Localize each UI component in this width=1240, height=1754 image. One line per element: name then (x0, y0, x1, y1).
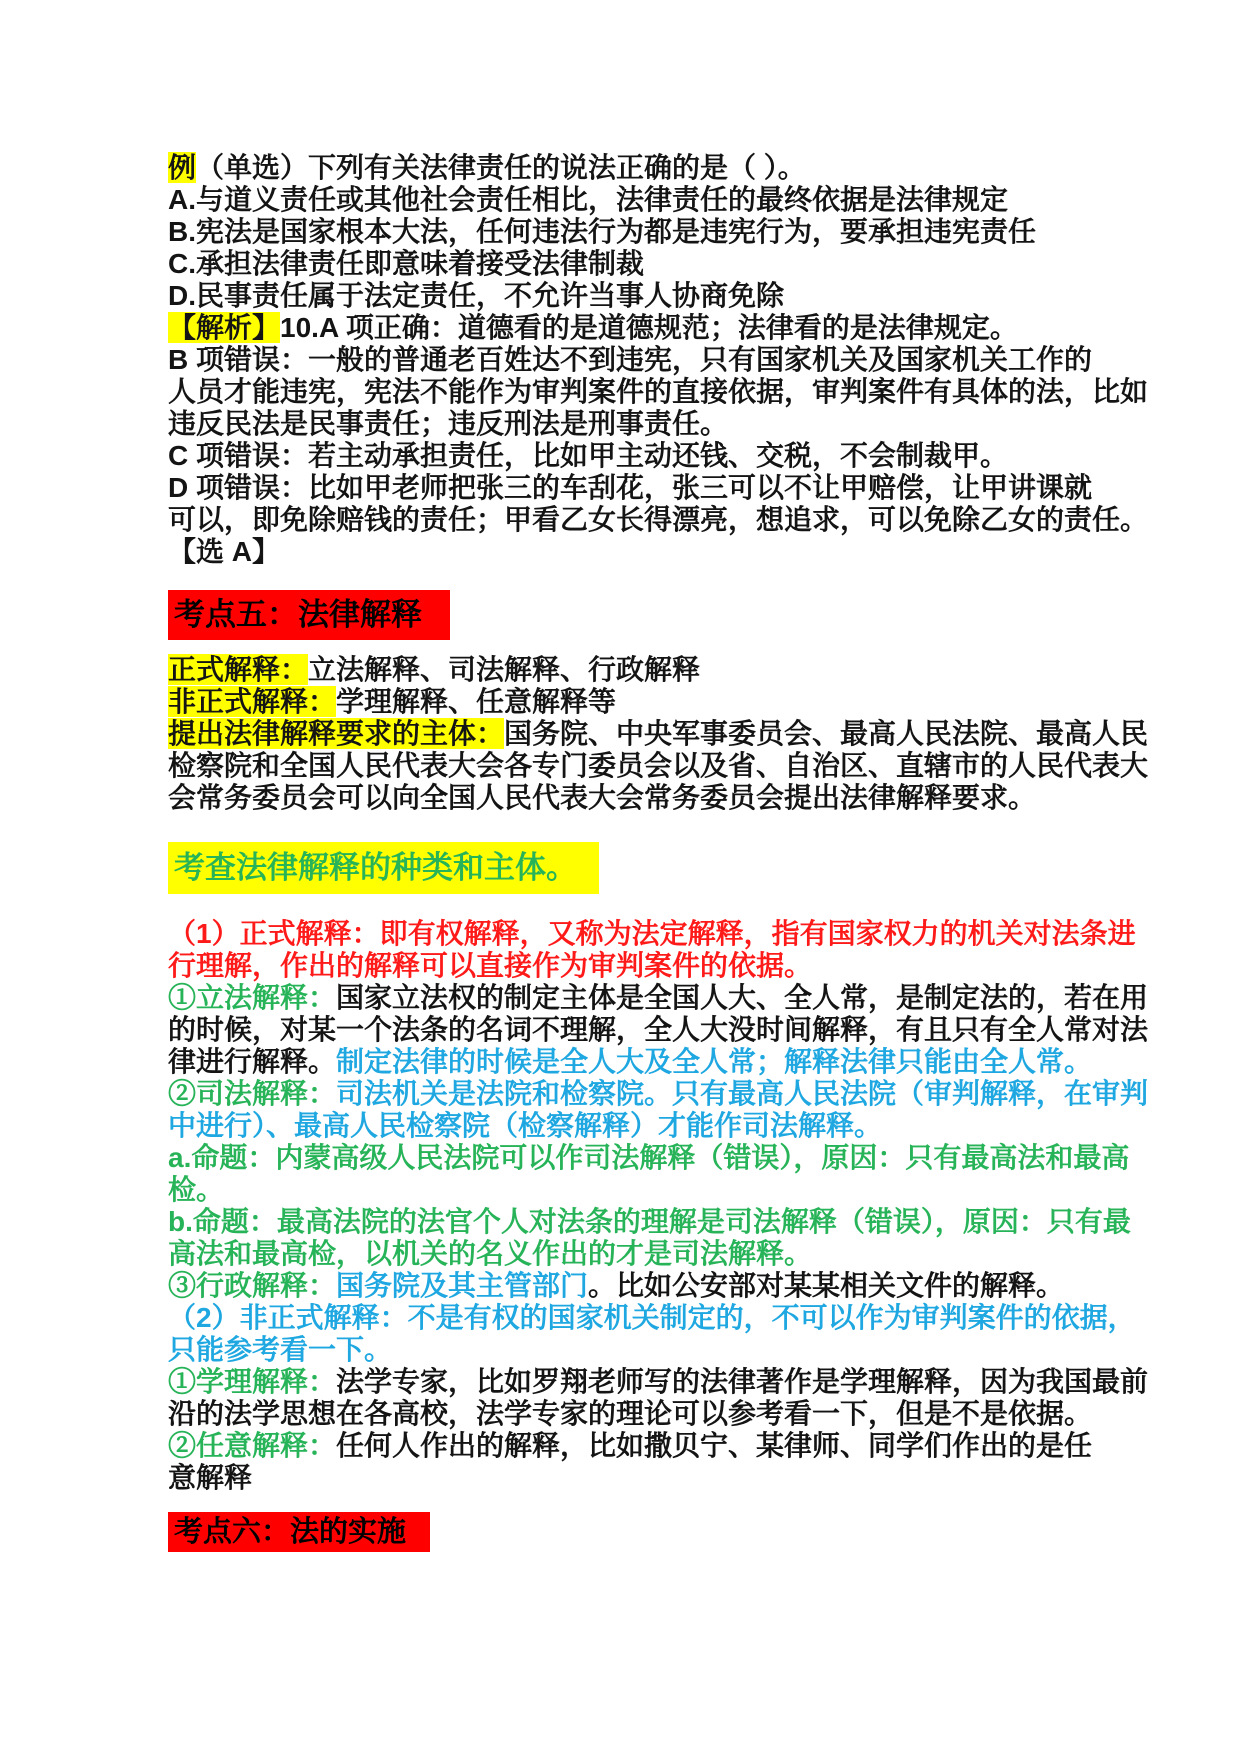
formal-definition-text-2: 行理解，作出的解释可以直接作为审判案件的依据。 (168, 950, 813, 981)
proposition-a-text-2: 检。 (168, 1174, 225, 1205)
topic-5-banner (168, 590, 1088, 640)
spacer-before-topic5 (168, 568, 1088, 590)
example-marker: 例 (168, 152, 197, 183)
question-stem (168, 152, 1088, 184)
legislative-interp-text-3: 律进行解释。 (168, 1046, 337, 1077)
legislative-interp-note: 制定法律的时候是全人大及全人常；解释法律只能由全人常。 (336, 1046, 1093, 1077)
formal-definition-text-1: （1）正式解释：即有权解释，又称为法定解释，指有国家权力的机关对法条进 (168, 918, 1136, 949)
analysis-marker: 【解析】 (168, 312, 281, 343)
option-d (168, 280, 1088, 312)
informal-interpretation-line (168, 686, 1088, 718)
administrative-interp-example: 。比如公安部对某某相关文件的解释。 (588, 1270, 1065, 1301)
request-subject-value-1: 国务院、中央军事委员会、最高人民法院、最高人民 (504, 718, 1149, 749)
informal-definition-line-2 (168, 1334, 1088, 1366)
formal-definition-line-1 (168, 918, 1136, 950)
option-a-text: A.与道义责任或其他社会责任相比，法律责任的最终依据是法律规定 (168, 184, 1009, 215)
proposition-a-line-2 (168, 1174, 1088, 1206)
option-a (168, 184, 1088, 216)
answer-text: 【选 A】 (168, 536, 281, 567)
topic5-focus-heading-text: 考查法律解释的种类和主体。 (168, 842, 599, 894)
judicial-interp-text-1: 司法机关是法院和检察院。只有最高人民法院（审判解释，在审判 (336, 1078, 1149, 1109)
request-subject-line-1 (168, 718, 1149, 750)
arbitrary-interp-label: ②任意解释： (168, 1430, 337, 1461)
doctrinal-interp-line-2 (168, 1398, 1093, 1430)
doctrinal-interp-text-2: 沿的法学思想在各高校，法学专家的理论可以参考看一下，但是不是依据。 (168, 1398, 1093, 1429)
formal-interpretation-label: 正式解释： (168, 654, 309, 685)
arbitrary-interp-line-1 (168, 1430, 1093, 1462)
question-text: （单选）下列有关法律责任的说法正确的是（ ）。 (196, 152, 806, 183)
analysis-heading-line (168, 312, 1088, 344)
option-c (168, 248, 1088, 280)
analysis-b-line-1 (168, 344, 1093, 376)
analysis-b-line-2 (168, 376, 1149, 408)
proposition-a-text-1: a.命题：内蒙高级人民法院可以作司法解释（错误），原因：只有最高法和最高 (168, 1142, 1130, 1173)
topic-5-banner-text: 考点五：法律解释 (168, 590, 450, 640)
option-d-text: D.民事责任属于法定责任，不允许当事人协商免除 (168, 280, 785, 311)
spacer-after-topic5 (168, 640, 1088, 654)
analysis-c-line (168, 440, 1088, 472)
legislative-interp-line-2 (168, 1014, 1149, 1046)
analysis-b-text-3: 违反民法是民事责任；违反刑法是刑事责任。 (168, 408, 729, 439)
spacer-after-focus-heading (168, 894, 1088, 918)
legislative-interp-text-1: 国家立法权的制定主体是全国人大、全人常，是制定法的，若在用 (336, 982, 1149, 1013)
informal-definition-text-2: 只能参考看一下。 (168, 1334, 393, 1365)
legislative-interp-line-1 (168, 982, 1149, 1014)
request-subject-value-3: 会常务委员会可以向全国人民代表大会常务委员会提出法律解释要求。 (168, 782, 1037, 813)
document-body (168, 152, 1149, 1552)
answer-line (168, 536, 1088, 568)
judicial-interp-line-2 (168, 1110, 1088, 1142)
judicial-interp-label: ②司法解释： (168, 1078, 337, 1109)
option-c-text: C.承担法律责任即意味着接受法律制裁 (168, 248, 645, 279)
legislative-interp-label: ①立法解释： (168, 982, 337, 1013)
topic-6-banner (168, 1512, 1088, 1552)
proposition-a-line-1 (168, 1142, 1130, 1174)
proposition-b-line-1 (168, 1206, 1131, 1238)
formal-interpretation-line (168, 654, 1088, 686)
doctrinal-interp-text-1: 法学专家，比如罗翔老师写的法律著作是学理解释，因为我国最前 (336, 1366, 1149, 1397)
arbitrary-interp-line-2 (168, 1462, 1088, 1494)
proposition-b-text-2: 高法和最高检，以机关的名义作出的才是司法解释。 (168, 1238, 813, 1269)
legislative-interp-line-3 (168, 1046, 1093, 1078)
request-subject-line-2 (168, 750, 1149, 782)
informal-interpretation-label: 非正式解释： (168, 686, 337, 717)
informal-definition-line-1 (168, 1302, 1136, 1334)
legislative-interp-text-2: 的时候，对某一个法条的名词不理解，全人大没时间解释，有且只有全人常对法 (168, 1014, 1149, 1045)
analysis-d-line-2 (168, 504, 1149, 536)
doctrinal-interp-line-1 (168, 1366, 1149, 1398)
administrative-interp-subject: 国务院及其主管部门 (336, 1270, 589, 1301)
judicial-interp-line-1 (168, 1078, 1149, 1110)
informal-definition-text-1: （2）非正式解释：不是有权的国家机关制定的，不可以作为审判案件的依据， (168, 1302, 1136, 1333)
topic5-focus-heading (168, 842, 1088, 894)
analysis-d-line-1 (168, 472, 1093, 504)
administrative-interp-label: ③行政解释： (168, 1270, 337, 1301)
arbitrary-interp-text-1: 任何人作出的解释，比如撒贝宁、某律师、同学们作出的是任 (336, 1430, 1093, 1461)
analysis-b-line-3 (168, 408, 1088, 440)
request-subject-value-2: 检察院和全国人民代表大会各专门委员会以及省、自治区、直辖市的人民代表大 (168, 750, 1149, 781)
formal-interpretation-value: 立法解释、司法解释、行政解释 (308, 654, 701, 685)
proposition-b-line-2 (168, 1238, 1088, 1270)
judicial-interp-text-2: 中进行）、最高人民检察院（检察解释）才能作司法解释。 (168, 1110, 883, 1141)
topic-6-banner-text: 考点六：法的实施 (168, 1512, 430, 1552)
analysis-d-text-1: D 项错误：比如甲老师把张三的车刮花，张三可以不让甲赔偿，让甲讲课就 (168, 472, 1093, 503)
spacer-before-focus-heading (168, 814, 1088, 842)
analysis-b-text-2: 人员才能违宪，宪法不能作为审判案件的直接依据，审判案件有具体的法，比如 (168, 376, 1149, 407)
request-subject-label: 提出法律解释要求的主体： (168, 718, 505, 749)
spacer-before-topic6 (168, 1494, 1088, 1512)
doctrinal-interp-label: ①学理解释： (168, 1366, 337, 1397)
proposition-b-text-1: b.命题：最高法院的法官个人对法条的理解是司法解释（错误），原因：只有最 (168, 1206, 1131, 1237)
request-subject-line-3 (168, 782, 1088, 814)
arbitrary-interp-text-2: 意解释 (168, 1462, 253, 1493)
option-b-text: B.宪法是国家根本大法，任何违法行为都是违宪行为，要承担违宪责任 (168, 216, 1037, 247)
formal-definition-line-2 (168, 950, 1088, 982)
option-b (168, 216, 1088, 248)
analysis-a-text: 10.A 项正确：道德看的是道德规范；法律看的是法律规定。 (280, 312, 1018, 343)
administrative-interp-line (168, 1270, 1088, 1302)
analysis-b-text-1: B 项错误：一般的普通老百姓达不到违宪，只有国家机关及国家机关工作的 (168, 344, 1093, 375)
analysis-d-text-2: 可以，即免除赔钱的责任；甲看乙女长得漂亮，想追求，可以免除乙女的责任。 (168, 504, 1149, 535)
analysis-c-text: C 项错误：若主动承担责任，比如甲主动还钱、交税，不会制裁甲。 (168, 440, 1009, 471)
informal-interpretation-value: 学理解释、任意解释等 (336, 686, 617, 717)
